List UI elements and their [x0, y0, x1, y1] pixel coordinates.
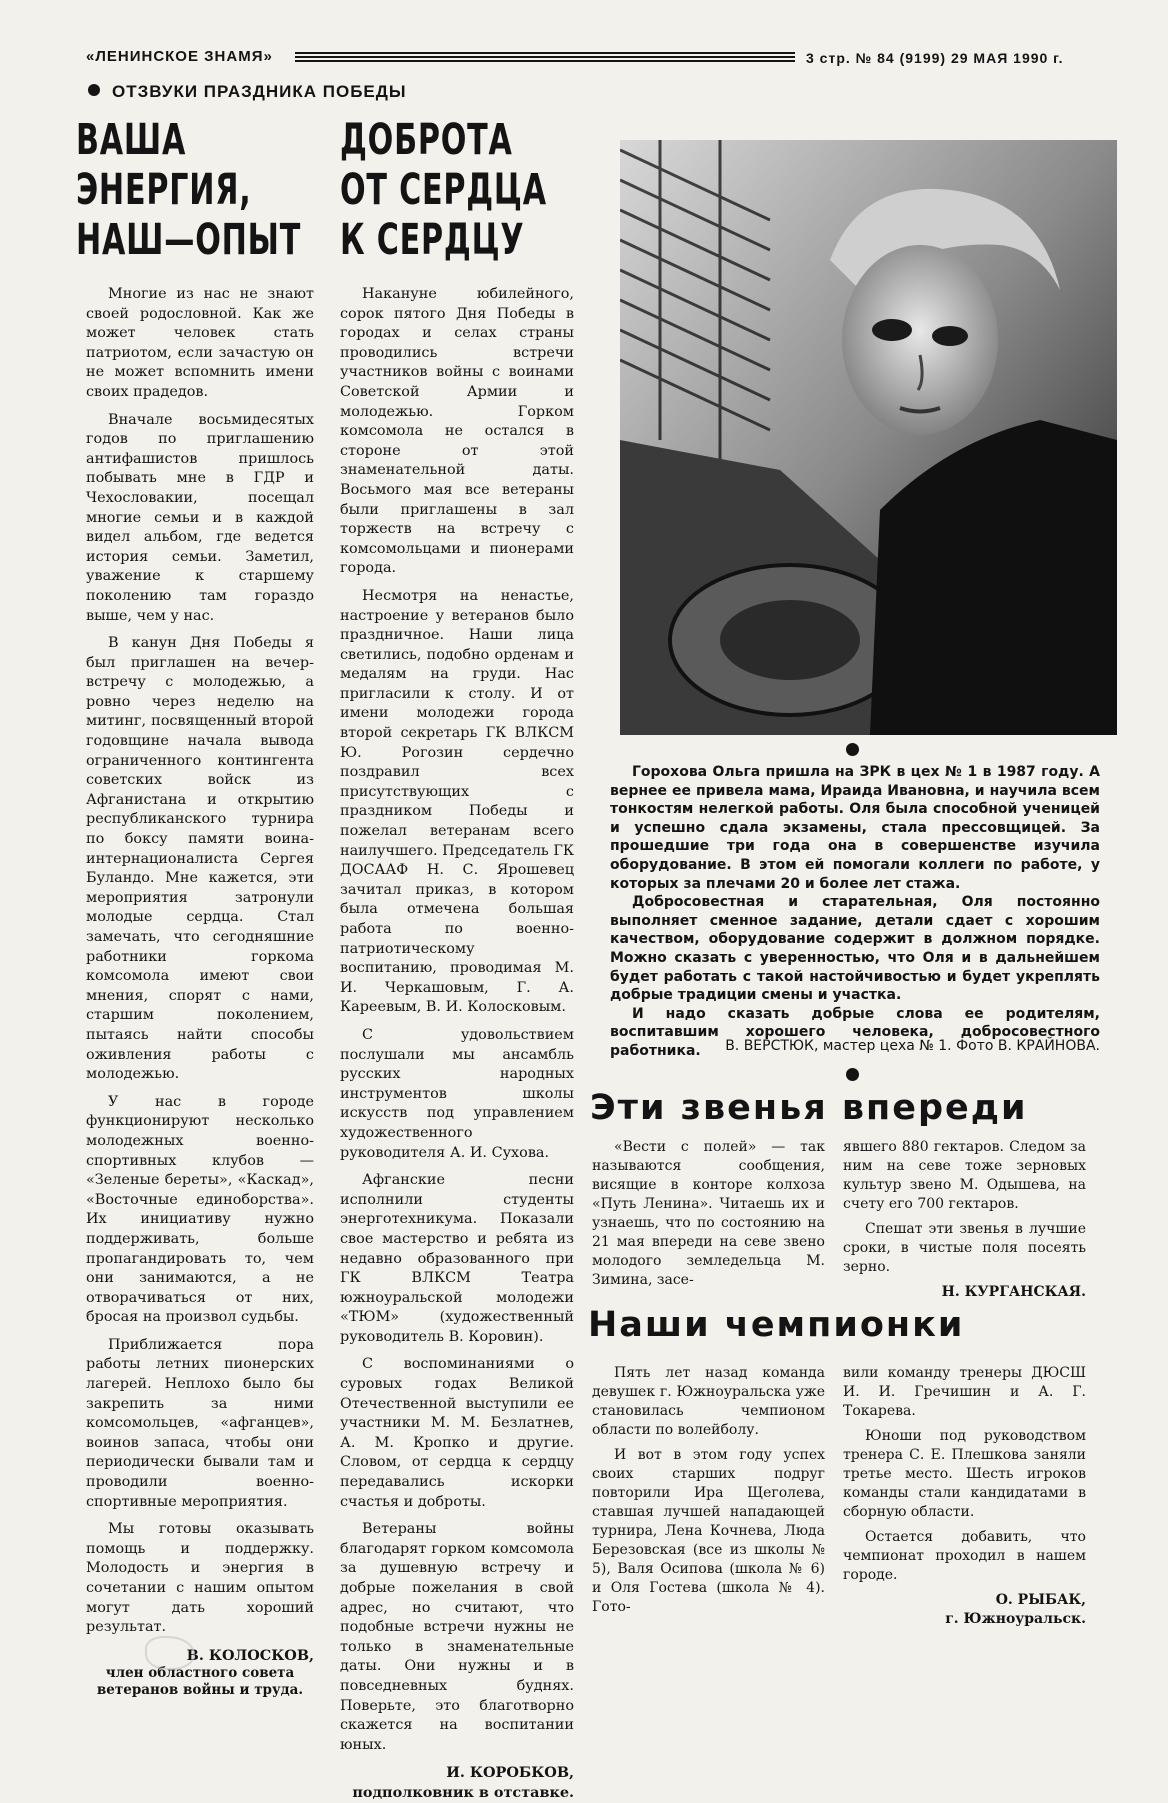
rubric-label: ОТЗВУКИ ПРАЗДНИКА ПОБЕДЫ	[112, 82, 407, 101]
paragraph: Несмотря на ненастье, настроение у ветеранов было праздничное. Наши лица светились, подобно орденам и медалям на груди. Нас пригласили к столу. И от имени молодежи города второй секретарь ГК ВЛКСМ Ю. Рогозин сердечно поздравил всех присутствующих с праздником Победы и пожелал ветеранам всего наилучшего. Председатель ГК ДОСААФ Н. С. Ярошевец зачитал приказ, в котором была отмечена большая работа по военно-патриотическому воспитанию, проводимая М. И. Черкашовым, Г. А. Кареевым, В. И. Колосковым.	[340, 587, 574, 1016]
paper-smudge	[145, 1636, 195, 1670]
photo-image	[620, 140, 1117, 735]
paragraph: С воспоминаниями о суровых годах Великой Отечественной выступили ее участники М. М. Безлатнев, А. М. Кропко и другие. Словом, от сердца к сердцу передавались искорки счастья и доброты.	[340, 1356, 574, 1510]
paragraph: «Вести с полей» — так называются сообщения, висящие в конторе колхоза «Путь Ленина». Читаешь их и узнаешь, что по состоянию на 21 мая впереди на севе звено молодого земледельца М. Зимина, засе-	[592, 1139, 825, 1288]
article3-column-2	[843, 1138, 1086, 1302]
article2-headline	[340, 115, 547, 265]
separator-bullet-icon	[846, 1068, 859, 1081]
article1-signature: В. КОЛОСКОВ,	[186, 1646, 314, 1664]
headline-line: К СЕРДЦУ	[340, 215, 525, 265]
caption-paragraph: Горохова Ольга пришла на ЗРК в цех № 1 в 1987 году. А вернее ее привела мама, Ираида Ивановна, и научила всем тонкостям нелегкой работы. Оля была способной ученицей и успешно сдала экзамены, стала прессовщицей. За прошедшие три года она в совершенстве изучила оборудование. В этом ей помогали коллеги по работе, у которых за плечами 20 и более лет стажа.	[610, 764, 1100, 892]
article1-headline	[76, 115, 301, 265]
headline-line: ВАША	[76, 115, 187, 165]
paragraph: Мы готовы оказывать помощь и поддержку. Молодость и энергия в сочетании с нашим опытом могут дать хороший результат.	[86, 1521, 314, 1636]
headline-line: ДОБРОТА	[340, 115, 513, 165]
article1-signature-title: член областного совета ветеранов войны и труда.	[96, 1665, 304, 1699]
paragraph: Юноши под руководством тренера С. Е. Плешкова заняли третье место. Шесть игроков команды стали кандидатами в сборную области.	[843, 1428, 1086, 1520]
article2-body	[340, 285, 574, 1803]
paragraph: Приближается пора работы летних пионерских лагерей. Неплохо было бы закрепить за ними комсомольцев, «афганцев», воинов запаса, чтобы они периодически бывали там и проводили военно-спортивные мероприятия.	[86, 1336, 314, 1510]
paragraph: Вначале восьмидесятых годов по приглашению антифашистов пришлось побывать мне в ГДР и Чехословакии, посещал многие семьи и в каждой видел альбом, где ведется история семьи. Заметил, уважение к старшему поколению там гораздо выше, чем у нас.	[86, 411, 314, 624]
paragraph: Многие из нас не знают своей родословной. Как же может человек стать патриотом, если зачастую он не может вспомнить имени своих прадедов.	[86, 286, 314, 400]
headline-line: ОТ СЕРДЦА	[340, 165, 547, 215]
article4-signature-place: г. Южноуральск.	[945, 1611, 1086, 1627]
paragraph: Накануне юбилейного, сорок пятого Дня Победы в городах и селах страны проводились встречи участников войны с воинами Советской Армии и молодежью. Горком комсомола не остался в стороне от этой знаменательной даты. Восьмого мая все ветераны были приглашены в зал торжеств на встречу с комсомольцами и пионерами города.	[340, 286, 574, 577]
masthead-rule	[295, 52, 795, 62]
photo-caption	[610, 763, 1100, 1061]
headline-line: НАШ—ОПЫТ	[76, 215, 302, 265]
newspaper-name: «ЛЕНИНСКОЕ ЗНАМЯ»	[86, 48, 273, 65]
article4-column-1	[592, 1364, 825, 1623]
caption-paragraph: И надо сказать добрые слова ее родителям, воспитавшим хорошего человека, добросовестного работника.	[610, 1005, 1100, 1059]
paragraph: У нас в городе функционируют несколько молодежных военно-спортивных клубов — «Зеленые береты», «Каскад», «Восточные единоборства». Их инициативу нужно поддерживать, больше пропагандировать то, чем они занимаются, а не отворачиваться от них, бросая на произвол судьбы.	[86, 1093, 314, 1326]
rubric-bullet-icon	[88, 84, 100, 96]
article3-signature: Н. КУРГАНСКАЯ.	[941, 1284, 1086, 1300]
article2-signature: И. КОРОБКОВ,	[446, 1764, 574, 1782]
paragraph: явшего 880 гектаров. Следом за ним на севе тоже зерновых культур звено М. Одышева, на счету его 700 гектаров.	[843, 1139, 1086, 1212]
paragraph: вили команду тренеры ДЮСШ И. И. Гречишин и А. Г. Токарева.	[843, 1365, 1086, 1419]
article3-column-1	[592, 1138, 825, 1296]
issue-info: 3 стр. № 84 (9199) 29 МАЯ 1990 г.	[806, 50, 1064, 66]
separator-bullet-icon	[846, 743, 859, 756]
paragraph: Афганские песни исполнили студенты энерготехникума. Показали свое мастерство и ребята из недавно образованного при ГК ВЛКСМ Театра южноуральской молодежи «ТЮМ» (художественный руководитель В. Коровин).	[340, 1172, 574, 1345]
section-rubric	[88, 82, 407, 102]
article4-signature: О. РЫБАК,	[995, 1592, 1086, 1608]
paragraph: Спешат эти звенья в лучшие сроки, в чистые поля посеять зерно.	[843, 1221, 1086, 1275]
worker-photo	[620, 140, 1117, 735]
paragraph: И вот в этом году успех своих старших подруг повторили Ира Щеголева, ставшая лучшей нападающей турнира, Лена Кочнева, Люда Березовская (все из школы № 5), Валя Осипова (школа № 6) и Оля Гостева (школа № 4). Гото-	[592, 1447, 825, 1615]
paragraph: Ветераны войны благодарят горком комсомола за душевную встречу и добрые пожелания в свой адрес, но считают, что подобные встречи нужны не только в знаменательные даты. Они нужны и в повседневных буднях. Поверьте, это благотворно скажется на воспитании юных.	[340, 1521, 574, 1753]
caption-paragraph: Добросовестная и старательная, Оля постоянно выполняет сменное задание, детали сдает с хорошим качеством, оборудование содержит в должном порядке. Можно сказать с уверенностью, что Оля и в дальнейшем будет работать с такой настойчивостью и будет укреплять добрые традиции смены и участка.	[610, 894, 1100, 1004]
paragraph: В канун Дня Победы я был приглашен на вечер-встречу с молодежью, а ровно через неделю на митинг, посвященный второй годовщине начала вывода ограниченного контингента советских войск из Афганистана и открытию республиканского турнира по боксу памяти воина-интернационалиста Сергея Буландо. Мне кажется, эти мероприятия затронули молодые сердца. Стал замечать, что сегодняшние работники горкома комсомола имеют свои мнения, спорят с нами, старшим поколением, пытаясь найти способы оживления работы с молодежью.	[86, 635, 314, 1083]
photo-credit: В. ВЕРСТЮК, мастер цеха № 1. Фото В. КРАЙНОВА.	[725, 1038, 1100, 1054]
headline-line: ЭНЕРГИЯ,	[76, 165, 252, 215]
article2-signature-title: подполковник в отставке.	[352, 1783, 574, 1801]
paragraph: Пять лет назад команда девушек г. Южноуральска уже становилась чемпионом области по волейболу.	[592, 1365, 825, 1438]
article3-title: Эти звенья впереди	[590, 1088, 1028, 1128]
article4-title: Наши чемпионки	[588, 1305, 965, 1345]
paragraph: Остается добавить, что чемпионат проходил в нашем городе.	[843, 1529, 1086, 1583]
article1-body	[86, 285, 314, 1699]
paragraph: С удовольствием послушали мы ансамбль русских народных инструментов школы искусств под управлением художественного руководителя А. И. Сухова.	[340, 1026, 574, 1161]
article4-column-2	[843, 1364, 1086, 1629]
